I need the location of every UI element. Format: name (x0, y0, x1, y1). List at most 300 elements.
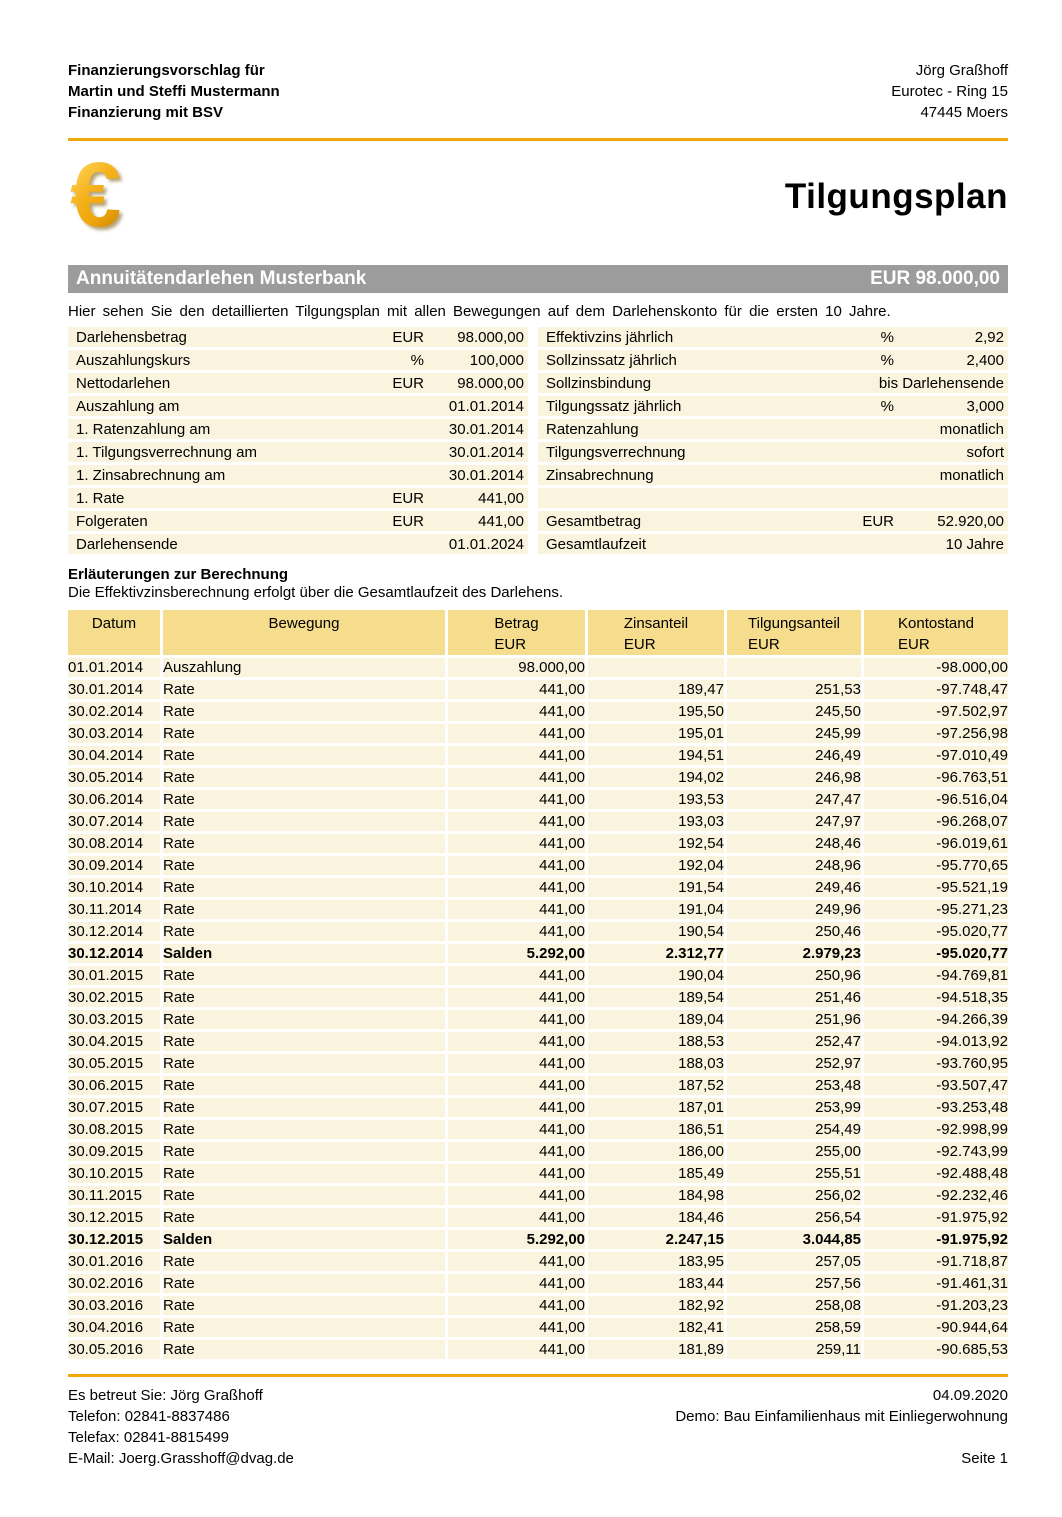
summary-label: Auszahlungskurs (76, 351, 191, 369)
cell-amount: 441,00 (448, 1076, 588, 1098)
cell-date: 30.06.2014 (68, 790, 163, 812)
summary-label: Effektivzins jährlich (546, 328, 674, 346)
cell-principal: 253,99 (727, 1098, 864, 1120)
amortization-table-header (68, 610, 1008, 658)
cell-interest: 185,49 (588, 1164, 727, 1186)
cell-principal: 253,48 (727, 1076, 864, 1098)
cell-balance: -91.718,87 (864, 1252, 1008, 1274)
summary-value: bis Darlehensende (878, 374, 1004, 392)
cell-movement: Rate (163, 1318, 448, 1340)
cell-principal: 246,98 (727, 768, 864, 790)
footer (68, 1385, 1008, 1469)
cell-date: 30.01.2016 (68, 1252, 163, 1274)
summary-row (68, 465, 528, 485)
cell-balance: -95.770,65 (864, 856, 1008, 878)
summary-value: 441,00 (478, 489, 524, 507)
cell-movement: Rate (163, 1274, 448, 1296)
cell-principal: 251,53 (727, 680, 864, 702)
cell-principal: 252,97 (727, 1054, 864, 1076)
letterhead-right-line: Jörg Graßhoff (915, 62, 1008, 79)
table-row (68, 900, 1008, 922)
summary-unit: % (880, 397, 894, 415)
footer-contact-line: Es betreut Sie: Jörg Graßhoff (68, 1387, 263, 1404)
cell-movement: Rate (163, 1032, 448, 1054)
cell-principal: 2.979,23 (727, 944, 864, 966)
cell-movement: Auszahlung (163, 658, 448, 680)
cell-date: 30.02.2014 (68, 702, 163, 724)
cell-interest: 188,03 (588, 1054, 727, 1076)
summary-label: Auszahlung am (76, 397, 180, 415)
summary-row (68, 327, 528, 347)
cell-balance: -94.769,81 (864, 966, 1008, 988)
table-row (68, 1186, 1008, 1208)
cell-balance: -98.000,00 (864, 658, 1008, 680)
table-row (68, 1142, 1008, 1164)
cell-amount: 441,00 (448, 768, 588, 790)
footer-spacer-line (675, 1427, 1008, 1448)
cell-principal (727, 658, 864, 680)
cell-principal: 258,59 (727, 1318, 864, 1340)
explanation-heading: Erläuterungen zur Berechnung (68, 566, 289, 583)
footer-contact-block (68, 1385, 294, 1469)
cell-interest: 194,02 (588, 768, 727, 790)
cell-principal: 246,49 (727, 746, 864, 768)
cell-amount: 441,00 (448, 988, 588, 1010)
summary-value: 01.01.2024 (448, 535, 524, 553)
cell-date: 30.10.2015 (68, 1164, 163, 1186)
table-row (68, 856, 1008, 878)
summary-row (538, 373, 1008, 393)
cell-movement: Rate (163, 1164, 448, 1186)
summary-value: 3,000 (966, 397, 1004, 415)
summary-left-column (68, 327, 528, 557)
cell-movement: Salden (163, 944, 448, 966)
summary-label: 1. Rate (76, 489, 125, 507)
cell-balance: -97.748,47 (864, 680, 1008, 702)
cell-principal: 245,99 (727, 724, 864, 746)
cell-interest: 183,44 (588, 1274, 727, 1296)
cell-interest: 192,54 (588, 834, 727, 856)
cell-movement: Rate (163, 746, 448, 768)
footer-contact-line: E-Mail: Joerg.Grasshoff@dvag.de (68, 1450, 294, 1467)
table-row (68, 1318, 1008, 1340)
cell-date: 30.12.2015 (68, 1208, 163, 1230)
cell-movement: Rate (163, 988, 448, 1010)
summary-label: Gesamtlaufzeit (546, 535, 647, 553)
summary-label: Tilgungssatz jährlich (546, 397, 682, 415)
summary-value: 30.01.2014 (448, 466, 524, 484)
cell-movement: Rate (163, 790, 448, 812)
cell-interest: 187,01 (588, 1098, 727, 1120)
cell-amount: 441,00 (448, 680, 588, 702)
explanation-text: Die Effektivzinsberechnung erfolgt über die Gesamtlaufzeit des Darlehens. (68, 584, 563, 601)
cell-date: 30.05.2016 (68, 1340, 163, 1362)
table-row (68, 702, 1008, 724)
summary-value: 98.000,00 (457, 374, 524, 392)
cell-movement: Rate (163, 1186, 448, 1208)
table-row (68, 1274, 1008, 1296)
summary-label: Sollzinsbindung (546, 374, 652, 392)
cell-interest: 194,51 (588, 746, 727, 768)
cell-interest: 190,54 (588, 922, 727, 944)
summary-row (538, 511, 1008, 531)
cell-amount: 441,00 (448, 966, 588, 988)
cell-date: 30.03.2014 (68, 724, 163, 746)
cell-amount: 441,00 (448, 1296, 588, 1318)
summary-row (68, 511, 528, 531)
cell-date: 30.04.2015 (68, 1032, 163, 1054)
summary-row (68, 442, 528, 462)
cell-balance: -96.268,07 (864, 812, 1008, 834)
cell-principal: 248,46 (727, 834, 864, 856)
summary-label: Folgeraten (76, 512, 148, 530)
summary-unit: % (880, 351, 894, 369)
table-row (68, 834, 1008, 856)
cell-principal: 254,49 (727, 1120, 864, 1142)
cell-principal: 251,96 (727, 1010, 864, 1032)
cell-amount: 441,00 (448, 1098, 588, 1120)
cell-balance: -91.975,92 (864, 1208, 1008, 1230)
table-row (68, 1340, 1008, 1362)
cell-amount: 441,00 (448, 922, 588, 944)
cell-date: 30.12.2015 (68, 1230, 163, 1252)
cell-date: 30.03.2015 (68, 1010, 163, 1032)
cell-interest: 182,41 (588, 1318, 727, 1340)
cell-balance: -95.020,77 (864, 944, 1008, 966)
cell-date: 30.04.2014 (68, 746, 163, 768)
cell-balance: -94.266,39 (864, 1010, 1008, 1032)
cell-amount: 441,00 (448, 856, 588, 878)
summary-value: sofort (966, 443, 1004, 461)
cell-interest: 193,03 (588, 812, 727, 834)
cell-movement: Rate (163, 1208, 448, 1230)
table-row (68, 1120, 1008, 1142)
summary-row (538, 327, 1008, 347)
cell-movement: Rate (163, 724, 448, 746)
cell-amount: 441,00 (448, 1010, 588, 1032)
cell-principal: 249,96 (727, 900, 864, 922)
summary-label: Sollzinssatz jährlich (546, 351, 677, 369)
summary-right-column (538, 327, 1008, 557)
column-header: Tilgungsanteil EUR (727, 610, 864, 658)
cell-balance: -95.271,23 (864, 900, 1008, 922)
summary-unit: % (880, 328, 894, 346)
footer-meta-block (675, 1385, 1008, 1469)
cell-date: 30.05.2014 (68, 768, 163, 790)
cell-balance: -91.461,31 (864, 1274, 1008, 1296)
cell-date: 30.11.2014 (68, 900, 163, 922)
cell-interest: 189,47 (588, 680, 727, 702)
cell-interest: 183,95 (588, 1252, 727, 1274)
cell-movement: Rate (163, 812, 448, 834)
cell-balance: -93.253,48 (864, 1098, 1008, 1120)
header-divider (68, 138, 1008, 141)
summary-label: Gesamtbetrag (546, 512, 642, 530)
footer-divider (68, 1374, 1008, 1377)
cell-balance: -94.518,35 (864, 988, 1008, 1010)
cell-movement: Rate (163, 966, 448, 988)
cell-balance: -92.232,46 (864, 1186, 1008, 1208)
cell-amount: 441,00 (448, 1032, 588, 1054)
cell-principal: 250,96 (727, 966, 864, 988)
cell-balance: -91.203,23 (864, 1296, 1008, 1318)
letterhead-left-line: Finanzierungsvorschlag für (68, 62, 265, 79)
cell-date: 30.07.2014 (68, 812, 163, 834)
summary-unit: EUR (392, 489, 424, 507)
footer-date: 04.09.2020 (932, 1387, 1008, 1404)
footer-demo-label: Demo: Bau Einfamilienhaus mit Einliegerwohnung (675, 1408, 1008, 1425)
cell-date: 30.08.2015 (68, 1120, 163, 1142)
letterhead-left-line: Finanzierung mit BSV (68, 104, 224, 121)
cell-interest: 184,46 (588, 1208, 727, 1230)
letterhead-left-line: Martin und Steffi Mustermann (68, 83, 280, 100)
cell-interest: 191,04 (588, 900, 727, 922)
summary-row (538, 465, 1008, 485)
table-row (68, 746, 1008, 768)
summary-value: 441,00 (478, 512, 524, 530)
cell-amount: 441,00 (448, 1054, 588, 1076)
footer-contact-line: Telefon: 02841-8837486 (68, 1408, 230, 1425)
footer-contact-line: Telefax: 02841-8815499 (68, 1429, 229, 1446)
table-row (68, 1164, 1008, 1186)
cell-movement: Rate (163, 1076, 448, 1098)
cell-principal: 248,96 (727, 856, 864, 878)
column-header: Kontostand EUR (864, 610, 1008, 658)
footer-page-number: Seite 1 (961, 1450, 1008, 1467)
summary-label: 1. Tilgungsverrechnung am (76, 443, 257, 461)
cell-interest: 2.312,77 (588, 944, 727, 966)
summary-value: 10 Jahre (945, 535, 1004, 553)
cell-principal: 259,11 (727, 1340, 864, 1362)
loan-banner-title: Annuitätendarlehen Musterbank (76, 268, 367, 289)
cell-interest: 186,00 (588, 1142, 727, 1164)
cell-date: 30.12.2014 (68, 922, 163, 944)
advisor-address-block (891, 60, 1008, 123)
cell-amount: 441,00 (448, 790, 588, 812)
cell-balance: -97.502,97 (864, 702, 1008, 724)
cell-principal: 249,46 (727, 878, 864, 900)
cell-interest: 188,53 (588, 1032, 727, 1054)
cell-date: 30.05.2015 (68, 1054, 163, 1076)
table-row (68, 1208, 1008, 1230)
cell-balance: -92.743,99 (864, 1142, 1008, 1164)
euro-logo-icon: € (70, 144, 122, 246)
cell-movement: Rate (163, 1098, 448, 1120)
summary-value: 52.920,00 (937, 512, 1004, 530)
cell-amount: 441,00 (448, 1142, 588, 1164)
summary-row (538, 350, 1008, 370)
cell-interest: 195,01 (588, 724, 727, 746)
summary-row (68, 350, 528, 370)
summary-row (68, 488, 528, 508)
cell-date: 30.08.2014 (68, 834, 163, 856)
cell-principal: 255,00 (727, 1142, 864, 1164)
loan-banner (68, 265, 1008, 293)
cell-amount: 441,00 (448, 702, 588, 724)
summary-row (68, 373, 528, 393)
column-header: Datum (68, 610, 163, 658)
summary-row (538, 534, 1008, 554)
cell-movement: Rate (163, 1142, 448, 1164)
summary-value: monatlich (939, 466, 1004, 484)
summary-label: Ratenzahlung (546, 420, 639, 438)
cell-amount: 441,00 (448, 812, 588, 834)
cell-date: 30.12.2014 (68, 944, 163, 966)
cell-amount: 441,00 (448, 1252, 588, 1274)
table-row (68, 680, 1008, 702)
cell-balance: -93.507,47 (864, 1076, 1008, 1098)
cell-interest: 182,92 (588, 1296, 727, 1318)
cell-movement: Rate (163, 878, 448, 900)
summary-unit: EUR (392, 512, 424, 530)
cell-date: 30.06.2015 (68, 1076, 163, 1098)
cell-interest: 191,54 (588, 878, 727, 900)
table-row (68, 724, 1008, 746)
cell-principal: 252,47 (727, 1032, 864, 1054)
cell-movement: Rate (163, 856, 448, 878)
table-row (68, 966, 1008, 988)
cell-balance: -96.763,51 (864, 768, 1008, 790)
cell-movement: Rate (163, 1296, 448, 1318)
summary-value: monatlich (939, 420, 1004, 438)
cell-interest: 2.247,15 (588, 1230, 727, 1252)
table-row (68, 812, 1008, 834)
cell-amount: 441,00 (448, 1120, 588, 1142)
summary-row (538, 419, 1008, 439)
cell-date: 30.10.2014 (68, 878, 163, 900)
summary-value: 98.000,00 (457, 328, 524, 346)
amortization-table-body (68, 658, 1008, 1362)
cell-date: 30.02.2016 (68, 1274, 163, 1296)
cell-balance: -93.760,95 (864, 1054, 1008, 1076)
loan-summary (68, 327, 1008, 557)
cell-movement: Rate (163, 1054, 448, 1076)
cell-principal: 245,50 (727, 702, 864, 724)
cell-balance: -92.998,99 (864, 1120, 1008, 1142)
cell-date: 30.09.2014 (68, 856, 163, 878)
cell-movement: Rate (163, 702, 448, 724)
summary-unit: EUR (392, 374, 424, 392)
cell-interest: 184,98 (588, 1186, 727, 1208)
cell-balance: -95.020,77 (864, 922, 1008, 944)
amortization-table (68, 610, 1008, 1362)
summary-row (538, 488, 1008, 508)
summary-row (68, 396, 528, 416)
cell-interest: 189,54 (588, 988, 727, 1010)
summary-value: 30.01.2014 (448, 420, 524, 438)
summary-value: 2,92 (974, 328, 1004, 346)
cell-amount: 441,00 (448, 746, 588, 768)
table-row (68, 768, 1008, 790)
cell-amount: 441,00 (448, 1318, 588, 1340)
cell-interest (588, 658, 727, 680)
cell-amount: 441,00 (448, 1274, 588, 1296)
summary-label: Zinsabrechnung (546, 466, 654, 484)
recipient-block (68, 60, 280, 123)
summary-label: Darlehensende (76, 535, 178, 553)
summary-label: 1. Ratenzahlung am (76, 420, 211, 438)
cell-amount: 441,00 (448, 1208, 588, 1230)
cell-interest: 192,04 (588, 856, 727, 878)
cell-balance: -94.013,92 (864, 1032, 1008, 1054)
summary-value: 100,000 (469, 351, 524, 369)
summary-value: 2,400 (966, 351, 1004, 369)
cell-movement: Rate (163, 834, 448, 856)
summary-value: 01.01.2014 (448, 397, 524, 415)
cell-balance: -92.488,48 (864, 1164, 1008, 1186)
summary-row (538, 442, 1008, 462)
cell-amount: 441,00 (448, 834, 588, 856)
cell-principal: 3.044,85 (727, 1230, 864, 1252)
cell-date: 30.11.2015 (68, 1186, 163, 1208)
table-row (68, 1098, 1008, 1120)
cell-principal: 255,51 (727, 1164, 864, 1186)
table-row (68, 658, 1008, 680)
cell-principal: 257,05 (727, 1252, 864, 1274)
table-row (68, 1032, 1008, 1054)
cell-interest: 195,50 (588, 702, 727, 724)
intro-text: Hier sehen Sie den detaillierten Tilgungsplan mit allen Bewegungen auf dem Darlehenskonto für die ersten 10 Jahre. (68, 303, 891, 320)
cell-balance: -97.256,98 (864, 724, 1008, 746)
cell-amount: 441,00 (448, 1340, 588, 1362)
cell-movement: Rate (163, 680, 448, 702)
column-header: Betrag EUR (448, 610, 588, 658)
table-row (68, 922, 1008, 944)
loan-banner-amount: EUR 98.000,00 (870, 268, 1000, 289)
summary-label: 1. Zinsabrechnung am (76, 466, 226, 484)
table-row (68, 790, 1008, 812)
cell-principal: 256,02 (727, 1186, 864, 1208)
cell-amount: 5.292,00 (448, 944, 588, 966)
cell-interest: 186,51 (588, 1120, 727, 1142)
cell-movement: Rate (163, 1340, 448, 1362)
cell-principal: 247,47 (727, 790, 864, 812)
summary-unit: EUR (392, 328, 424, 346)
letterhead (68, 0, 1008, 123)
cell-amount: 441,00 (448, 724, 588, 746)
summary-row (68, 419, 528, 439)
table-row (68, 1230, 1008, 1252)
cell-movement: Rate (163, 922, 448, 944)
cell-movement: Rate (163, 1252, 448, 1274)
cell-balance: -91.975,92 (864, 1230, 1008, 1252)
cell-amount: 441,00 (448, 1164, 588, 1186)
cell-principal: 258,08 (727, 1296, 864, 1318)
cell-amount: 441,00 (448, 900, 588, 922)
table-row (68, 1010, 1008, 1032)
cell-amount: 441,00 (448, 1186, 588, 1208)
cell-interest: 189,04 (588, 1010, 727, 1032)
cell-principal: 257,56 (727, 1274, 864, 1296)
cell-interest: 193,53 (588, 790, 727, 812)
cell-movement: Rate (163, 1010, 448, 1032)
summary-label: Darlehensbetrag (76, 328, 187, 346)
cell-amount: 98.000,00 (448, 658, 588, 680)
column-header: Bewegung (163, 610, 448, 658)
table-row (68, 1054, 1008, 1076)
cell-amount: 5.292,00 (448, 1230, 588, 1252)
cell-date: 30.02.2015 (68, 988, 163, 1010)
cell-date: 01.01.2014 (68, 658, 163, 680)
cell-date: 30.01.2014 (68, 680, 163, 702)
cell-principal: 250,46 (727, 922, 864, 944)
cell-principal: 256,54 (727, 1208, 864, 1230)
table-row (68, 1076, 1008, 1098)
cell-balance: -90.944,64 (864, 1318, 1008, 1340)
cell-interest: 190,04 (588, 966, 727, 988)
cell-movement: Rate (163, 1120, 448, 1142)
summary-unit: % (410, 351, 424, 369)
